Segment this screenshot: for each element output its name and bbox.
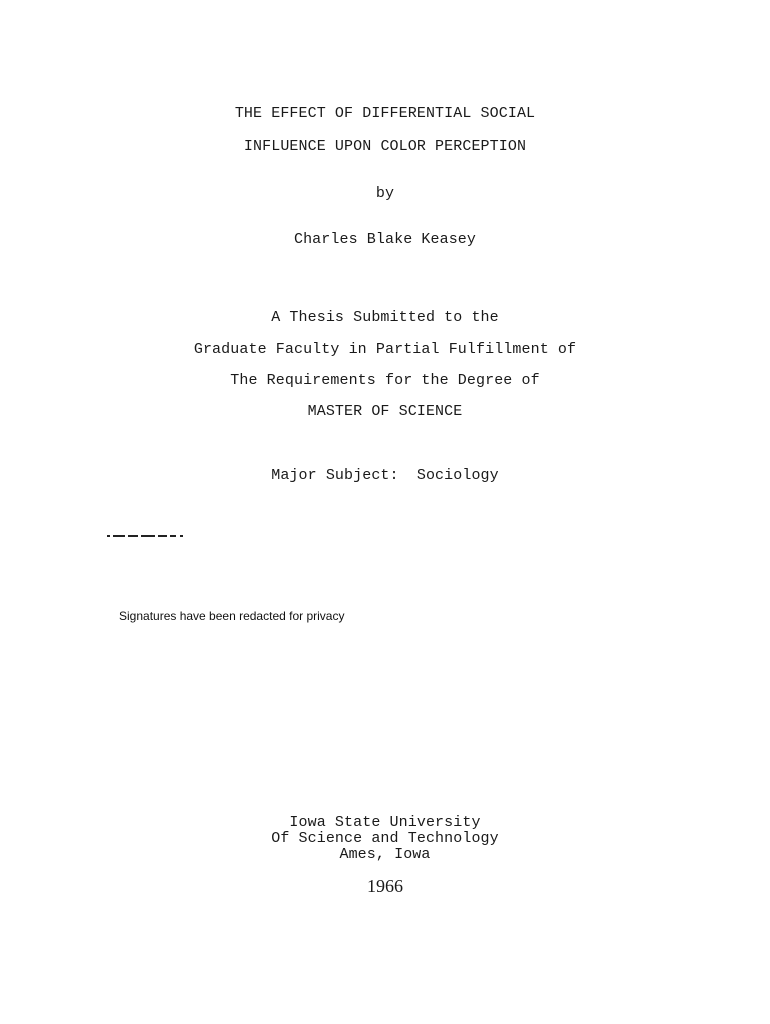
author-name: Charles Blake Keasey (293, 231, 477, 248)
approval-signature-line (107, 532, 189, 540)
by-label: by (375, 185, 395, 202)
university-subtitle: Of Science and Technology (271, 830, 499, 847)
submission-line-1: A Thesis Submitted to the (271, 309, 499, 326)
submission-line-3: The Requirements for the Degree of (230, 372, 540, 389)
major-subject: Major Subject: Sociology (271, 467, 499, 484)
degree-name: MASTER OF SCIENCE (307, 403, 463, 420)
submission-line-2: Graduate Faculty in Partial Fulfillment of (193, 341, 577, 358)
signature-redaction-note: Signatures have been redacted for privacy (119, 609, 345, 623)
publication-year: 1966 (367, 876, 403, 896)
title-line-1: THE EFFECT OF DIFFERENTIAL SOCIAL (234, 105, 536, 122)
university-name: Iowa State University (289, 814, 481, 831)
title-line-2: INFLUENCE UPON COLOR PERCEPTION (243, 138, 527, 155)
university-location: Ames, Iowa (339, 846, 431, 863)
